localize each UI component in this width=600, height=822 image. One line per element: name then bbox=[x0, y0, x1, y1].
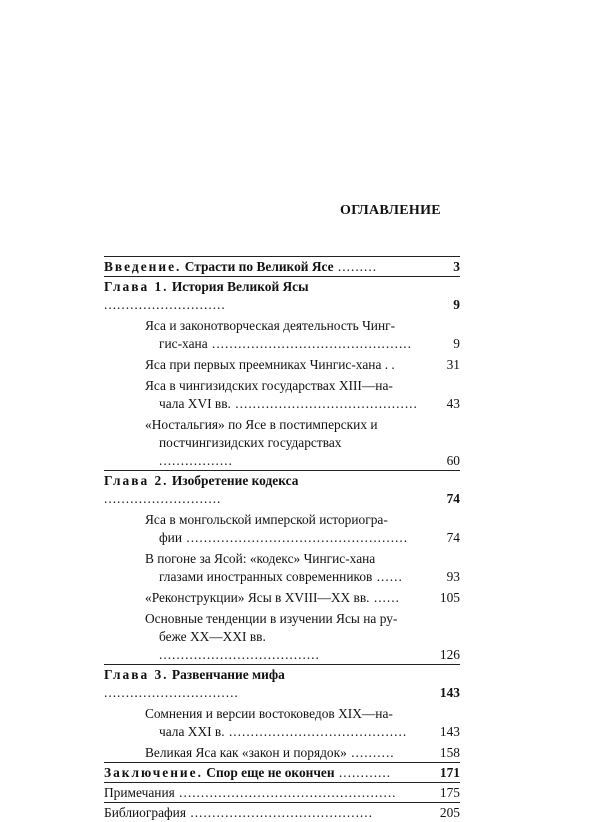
entry-label: Страсти по Великой Ясе bbox=[181, 259, 334, 274]
entry-label-line: Яса в монгольской имперской историогра- bbox=[145, 512, 388, 527]
dot-leader: ................................................... bbox=[182, 530, 409, 545]
dot-leader: ......... bbox=[333, 259, 378, 274]
page-number: 74 bbox=[446, 530, 460, 545]
toc-entry-section[interactable] bbox=[104, 610, 460, 664]
page-number: 158 bbox=[439, 745, 460, 760]
toc-entry-bibliography[interactable] bbox=[104, 802, 460, 822]
toc-entry-conclusion[interactable] bbox=[104, 762, 460, 782]
dot-leader: ......................................... bbox=[224, 724, 408, 739]
entry-label-line: Основные тенденции в изучении Ясы на ру- bbox=[145, 611, 398, 626]
page-number: 31 bbox=[446, 357, 460, 372]
dot-leader: .......................................... bbox=[230, 396, 418, 411]
dot-leader: ........................... bbox=[104, 491, 222, 506]
entry-label: История Великой Ясы bbox=[168, 279, 309, 294]
page-title: ОГЛАВЛЕНИЕ bbox=[340, 203, 441, 218]
page-number: 9 bbox=[453, 297, 460, 312]
entry-label-line: беже XX—XXI вв. bbox=[159, 629, 266, 644]
page-number: 126 bbox=[439, 647, 460, 662]
dot-leader: .......................................... bbox=[186, 805, 373, 820]
toc-entry-section[interactable] bbox=[104, 589, 460, 607]
dot-leader: .................................................. bbox=[174, 785, 397, 800]
entry-label-line: фии bbox=[159, 530, 183, 545]
page-number: 175 bbox=[439, 785, 460, 800]
entry-label-line: Великая Яса как «закон и порядок» bbox=[145, 745, 347, 760]
dot-leader: ............ bbox=[334, 765, 392, 780]
page-number: 93 bbox=[446, 569, 460, 584]
toc-entry-section[interactable] bbox=[104, 550, 460, 586]
page-number: 43 bbox=[446, 396, 460, 411]
page-number: 60 bbox=[446, 453, 460, 468]
toc-entry-introduction[interactable] bbox=[104, 256, 460, 276]
entry-label-prefix: Заключение. bbox=[104, 765, 203, 780]
dot-leader: ...... bbox=[372, 569, 403, 584]
toc-entry-section[interactable] bbox=[104, 744, 460, 762]
toc-entry-section[interactable] bbox=[104, 511, 460, 547]
entry-label-line: глазами иностранных современников bbox=[159, 569, 373, 584]
page-number: 205 bbox=[439, 805, 460, 820]
toc-entry-section[interactable] bbox=[104, 317, 460, 353]
entry-label-line: Примечания bbox=[104, 785, 175, 800]
dot-leader: .......... bbox=[346, 745, 395, 760]
dot-leader: ............................ bbox=[104, 297, 226, 312]
page-number: 9 bbox=[453, 336, 460, 351]
page-number: 171 bbox=[439, 765, 460, 780]
entry-label-prefix: Глава 1. bbox=[104, 279, 169, 294]
toc-entry-section[interactable] bbox=[104, 356, 460, 374]
entry-label-line: Сомнения и версии востоковедов XIX—на- bbox=[145, 706, 393, 721]
dot-leader: ..................................... bbox=[159, 647, 320, 662]
entry-label-prefix: Введение. bbox=[104, 259, 182, 274]
toc-entry-chapter-3[interactable] bbox=[104, 664, 460, 702]
dot-leader: ............................... bbox=[104, 685, 239, 700]
entry-label-line: чала XVI вв. bbox=[159, 396, 231, 411]
entry-label-line: Яса при первых преемниках Чингис-хана . . bbox=[145, 357, 395, 372]
entry-label: Развенчание мифа bbox=[168, 667, 285, 682]
page-number: 143 bbox=[439, 685, 460, 700]
entry-label-line: В погоне за Ясой: «кодекс» Чингис-хана bbox=[145, 551, 376, 566]
toc-entry-notes[interactable] bbox=[104, 782, 460, 802]
entry-label-line: гис-хана bbox=[159, 336, 208, 351]
toc-entry-chapter-2[interactable] bbox=[104, 470, 460, 508]
page-number: 74 bbox=[446, 491, 460, 506]
entry-label-line: Яса и законотворческая деятельность Чинг- bbox=[145, 318, 396, 333]
entry-label-line: Яса в чингизидских государствах XIII—на- bbox=[145, 378, 393, 393]
page-number: 105 bbox=[439, 590, 460, 605]
toc-entry-section[interactable] bbox=[104, 416, 460, 470]
entry-label-line: «Реконструкции» Ясы в XVIII—XX вв. bbox=[145, 590, 370, 605]
entry-label-line: «Ностальгия» по Ясе в постимперских и bbox=[145, 417, 378, 432]
entry-label-prefix: Глава 3. bbox=[104, 667, 169, 682]
toc-entry-chapter-1[interactable] bbox=[104, 276, 460, 314]
table-of-contents bbox=[104, 256, 460, 822]
entry-label: Изобретение кодекса bbox=[168, 473, 299, 488]
dot-leader: .............................................. bbox=[207, 336, 412, 351]
entry-label-line: чала XXI в. bbox=[159, 724, 225, 739]
entry-label-line: Библиография bbox=[104, 805, 187, 820]
page-number: 3 bbox=[453, 259, 460, 274]
dot-leader: ................. bbox=[159, 453, 233, 468]
dot-leader: ...... bbox=[369, 590, 400, 605]
entry-label-line: постчингизидских государствах bbox=[159, 435, 342, 450]
entry-label: Спор еще не окончен bbox=[202, 765, 335, 780]
toc-entry-section[interactable] bbox=[104, 705, 460, 741]
toc-entry-section[interactable] bbox=[104, 377, 460, 413]
entry-label-prefix: Глава 2. bbox=[104, 473, 169, 488]
page-number: 143 bbox=[439, 724, 460, 739]
